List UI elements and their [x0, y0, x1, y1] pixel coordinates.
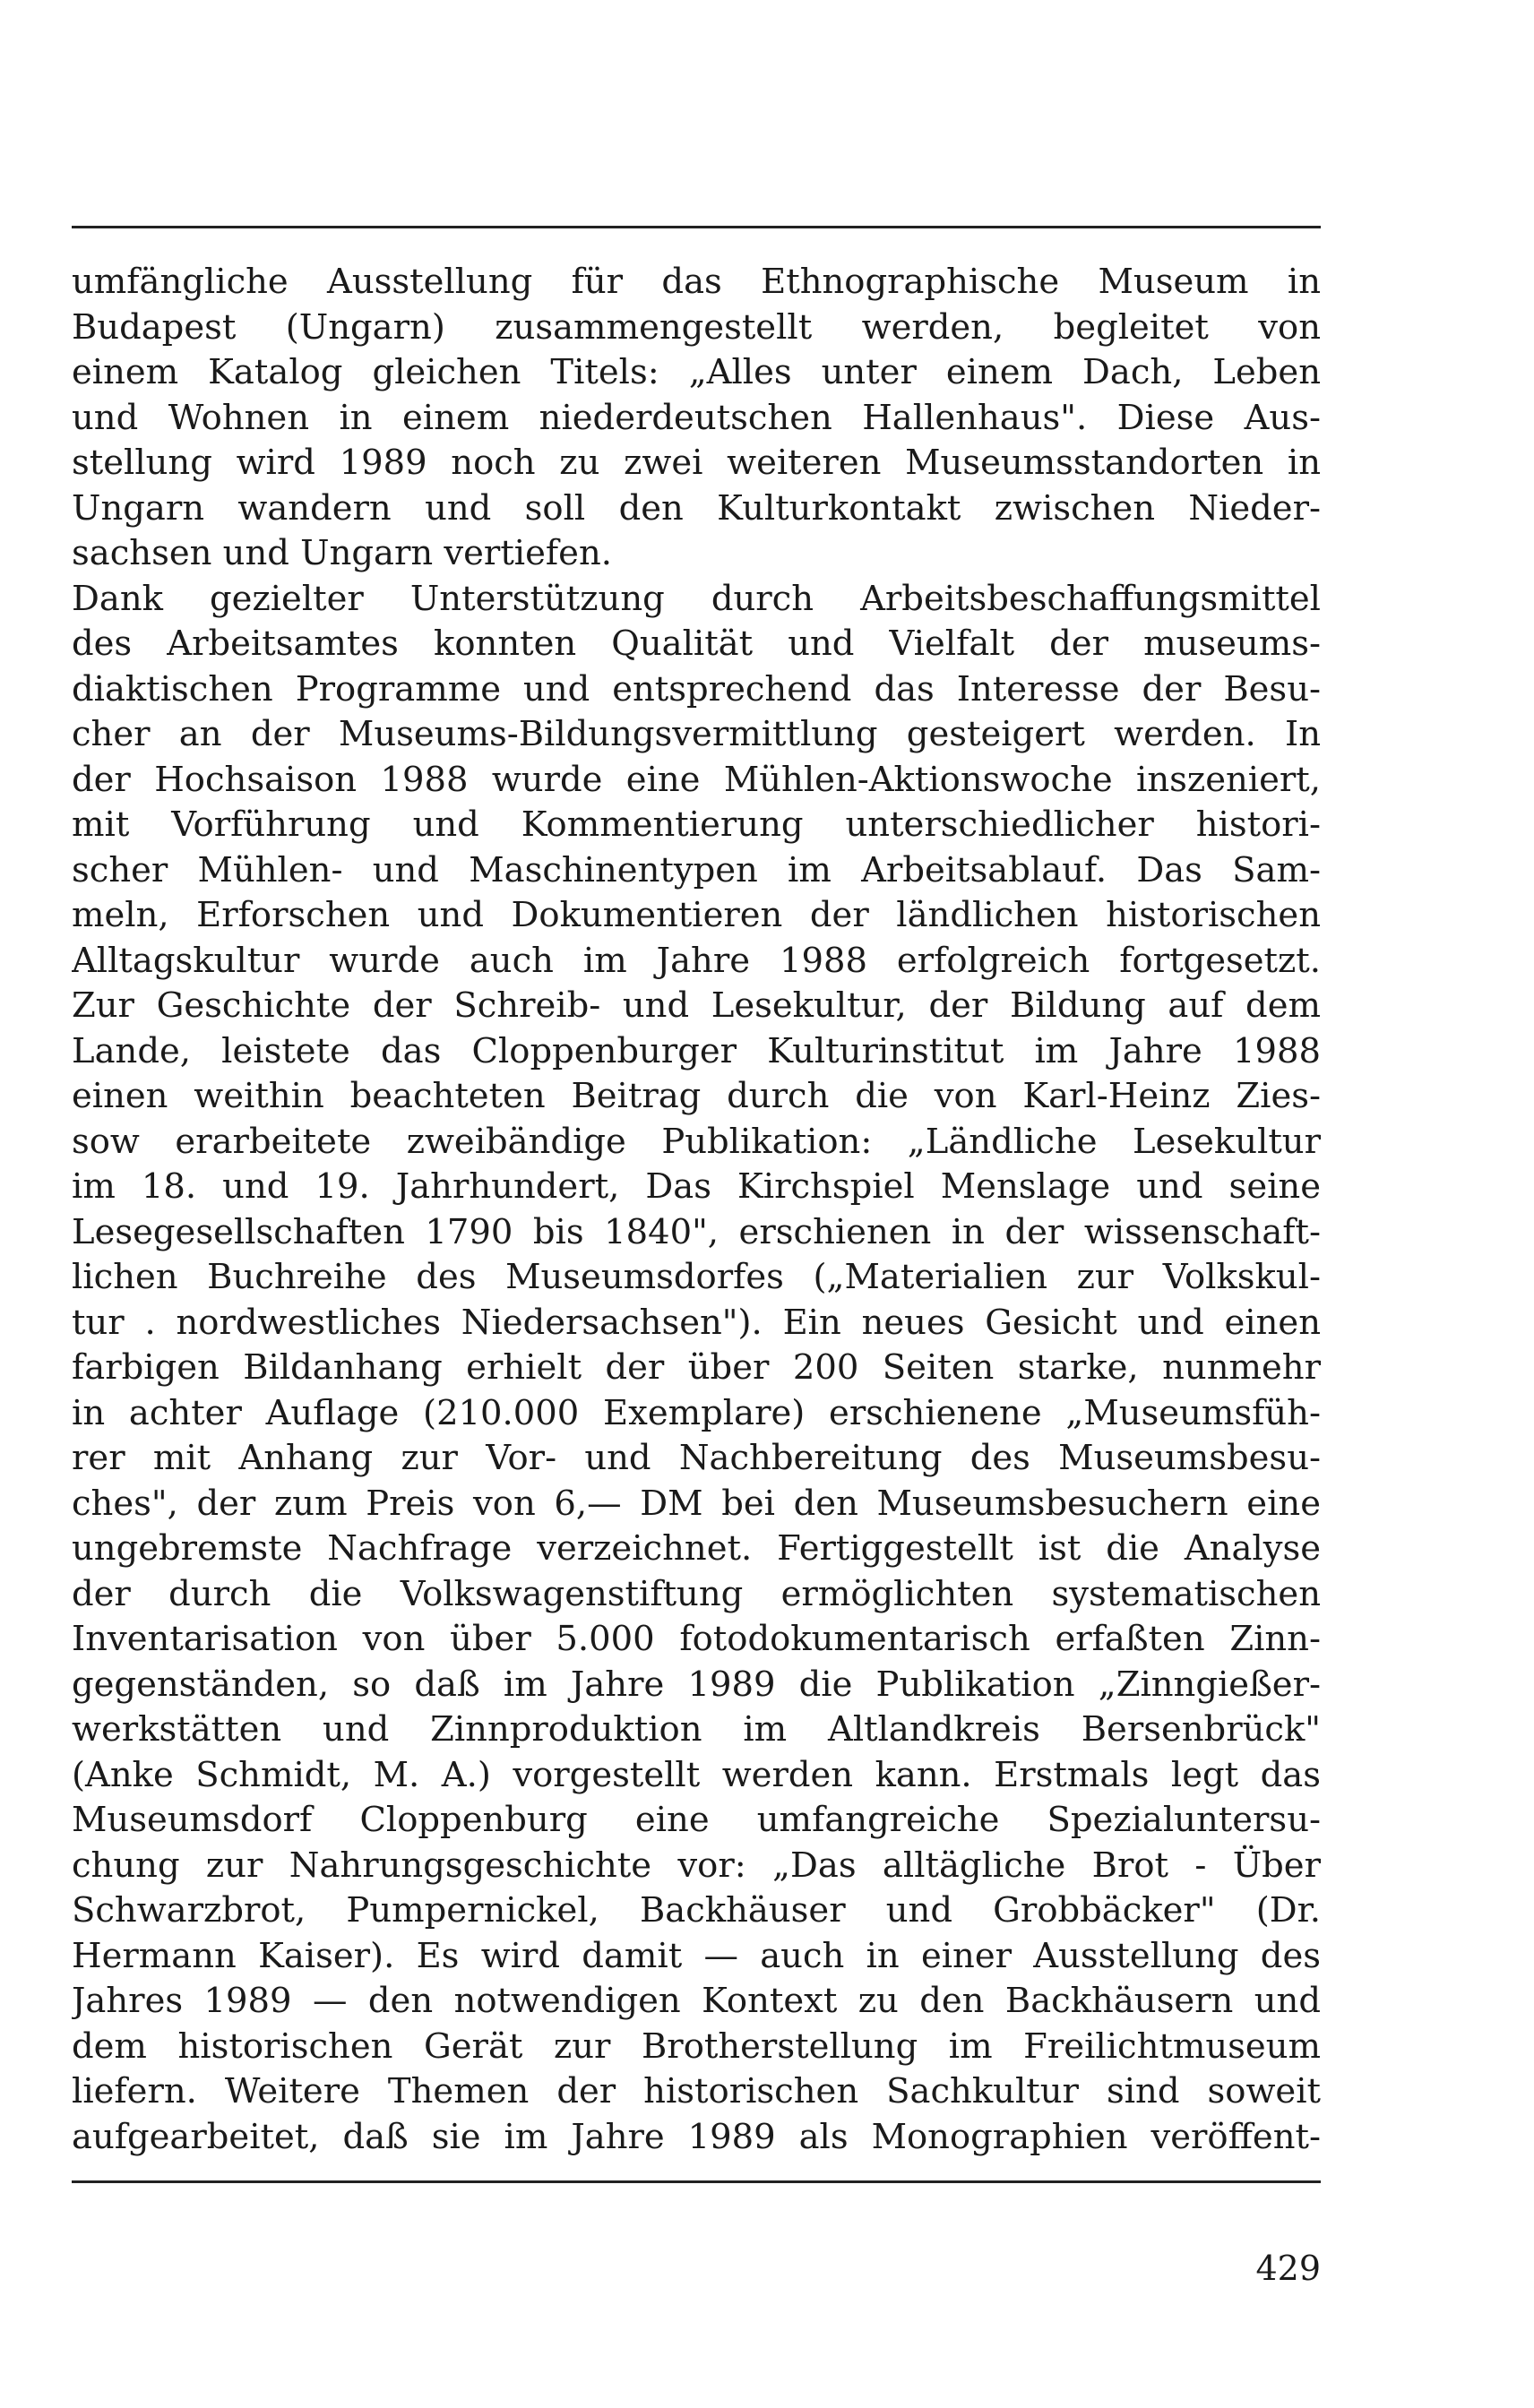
bottom-rule [72, 2180, 1321, 2183]
text-line: Schwarzbrot, Pumpernickel, Backhäuser und Grobbäcker" (Dr. [72, 1890, 1321, 1931]
text-line: Lesegesellschaften 1790 bis 1840", erschienen in der wissenschaft- [72, 1211, 1321, 1252]
text-line: stellung wird 1989 noch zu zwei weiteren Museumsstandorten in [72, 443, 1321, 483]
text-line: sachsen und Ungarn vertiefen. [72, 533, 612, 573]
text-line: und Wohnen in einem niederdeutschen Hallenhaus". Diese Aus- [72, 397, 1321, 438]
text-line: der Hochsaison 1988 wurde eine Mühlen-Aktionswoche inszeniert, [72, 759, 1321, 800]
text-line: aufgearbeitet, daß sie im Jahre 1989 als Monographien veröffent- [72, 2116, 1321, 2157]
text-line: Lande, leistete das Cloppenburger Kulturinstitut im Jahre 1988 [72, 1030, 1321, 1071]
text-line: (Anke Schmidt, M. A.) vorgestellt werden kann. Erstmals legt das [72, 1754, 1321, 1795]
text-line: meln, Erforschen und Dokumentieren der ländlichen historischen [72, 895, 1321, 935]
page-number: 429 [1255, 2249, 1321, 2288]
text-line: diaktischen Programme und entsprechend das Interesse der Besu- [72, 668, 1321, 710]
text-line: umfängliche Ausstellung für das Ethnographische Museum in [72, 262, 1321, 302]
text-line: ungebremste Nachfrage verzeichnet. Fertiggestellt ist die Analyse [72, 1528, 1321, 1569]
text-line: einen weithin beachteten Beitrag durch die von Karl-Heinz Zies- [72, 1076, 1321, 1116]
text-line: farbigen Bildanhang erhielt der über 200 Seiten starke, nunmehr [72, 1347, 1321, 1388]
text-line: lichen Buchreihe des Museumsdorfes („Materialien zur Volkskul- [72, 1257, 1321, 1297]
text-line: Alltagskultur wurde auch im Jahre 1988 erfolgreich fortgesetzt. [72, 940, 1321, 981]
text-line: Dank gezielter Unterstützung durch Arbeitsbeschaffungsmittel [72, 578, 1321, 619]
text-line: gegenständen, so daß im Jahre 1989 die Publikation „Zinngießer- [72, 1664, 1321, 1705]
text-line: Hermann Kaiser). Es wird damit — auch in einer Ausstellung des [72, 1935, 1321, 1976]
text-line: ches", der zum Preis von 6,— DM bei den Museumsbesuchern eine [72, 1483, 1321, 1524]
text-line: rer mit Anhang zur Vor- und Nachbereitung des Museumsbesu- [72, 1438, 1321, 1478]
text-line: Budapest (Ungarn) zusammengestellt werden, begleitet von [72, 306, 1321, 348]
text-line: dem historischen Gerät zur Brotherstellung im Freilichtmuseum [72, 2025, 1321, 2067]
text-line: sow erarbeitete zweibändige Publikation: „Ländliche Lesekultur [72, 1121, 1321, 1162]
text-line: im 18. und 19. Jahrhundert, Das Kirchspiel Menslage und seine [72, 1166, 1321, 1207]
text-line: Jahres 1989 — den notwendigen Kontext zu den Backhäusern und [72, 1981, 1321, 2021]
text-line: werkstätten und Zinnproduktion im Altlandkreis Bersenbrück" [72, 1709, 1321, 1750]
text-line: chung zur Nahrungsgeschichte vor: „Das alltägliche Brot - Über [72, 1845, 1321, 1886]
text-line: der durch die Volkswagenstiftung ermöglichten systematischen [72, 1573, 1321, 1614]
text-line: einem Katalog gleichen Titels: „Alles unter einem Dach, Leben [72, 352, 1321, 392]
body-text [72, 260, 1321, 2160]
text-line: cher an der Museums-Bildungsvermittlung gesteigert werden. In [72, 714, 1321, 754]
text-line: scher Mühlen- und Maschinentypen im Arbeitsablauf. Das Sam- [72, 849, 1321, 890]
text-line: Zur Geschichte der Schreib- und Lesekultur, der Bildung auf dem [72, 985, 1321, 1026]
text-line: liefern. Weitere Themen der historischen Sachkultur sind soweit [72, 2071, 1321, 2111]
text-line: Ungarn wandern und soll den Kulturkontakt zwischen Nieder- [72, 487, 1321, 529]
text-line: Inventarisation von über 5.000 fotodokumentarisch erfaßten Zinn- [72, 1619, 1321, 1659]
text-line: des Arbeitsamtes konnten Qualität und Vielfalt der museums- [72, 624, 1321, 664]
text-line: in achter Auflage (210.000 Exemplare) erschienene „Museumsfüh- [72, 1392, 1321, 1433]
text-line: mit Vorführung und Kommentierung unterschiedlicher histori- [72, 804, 1321, 845]
text-line: tur . nordwestliches Niedersachsen"). Ein neues Gesicht und einen [72, 1302, 1321, 1343]
top-rule [72, 226, 1321, 228]
text-line: Museumsdorf Cloppenburg eine umfangreiche Spezialuntersu- [72, 1800, 1321, 1840]
